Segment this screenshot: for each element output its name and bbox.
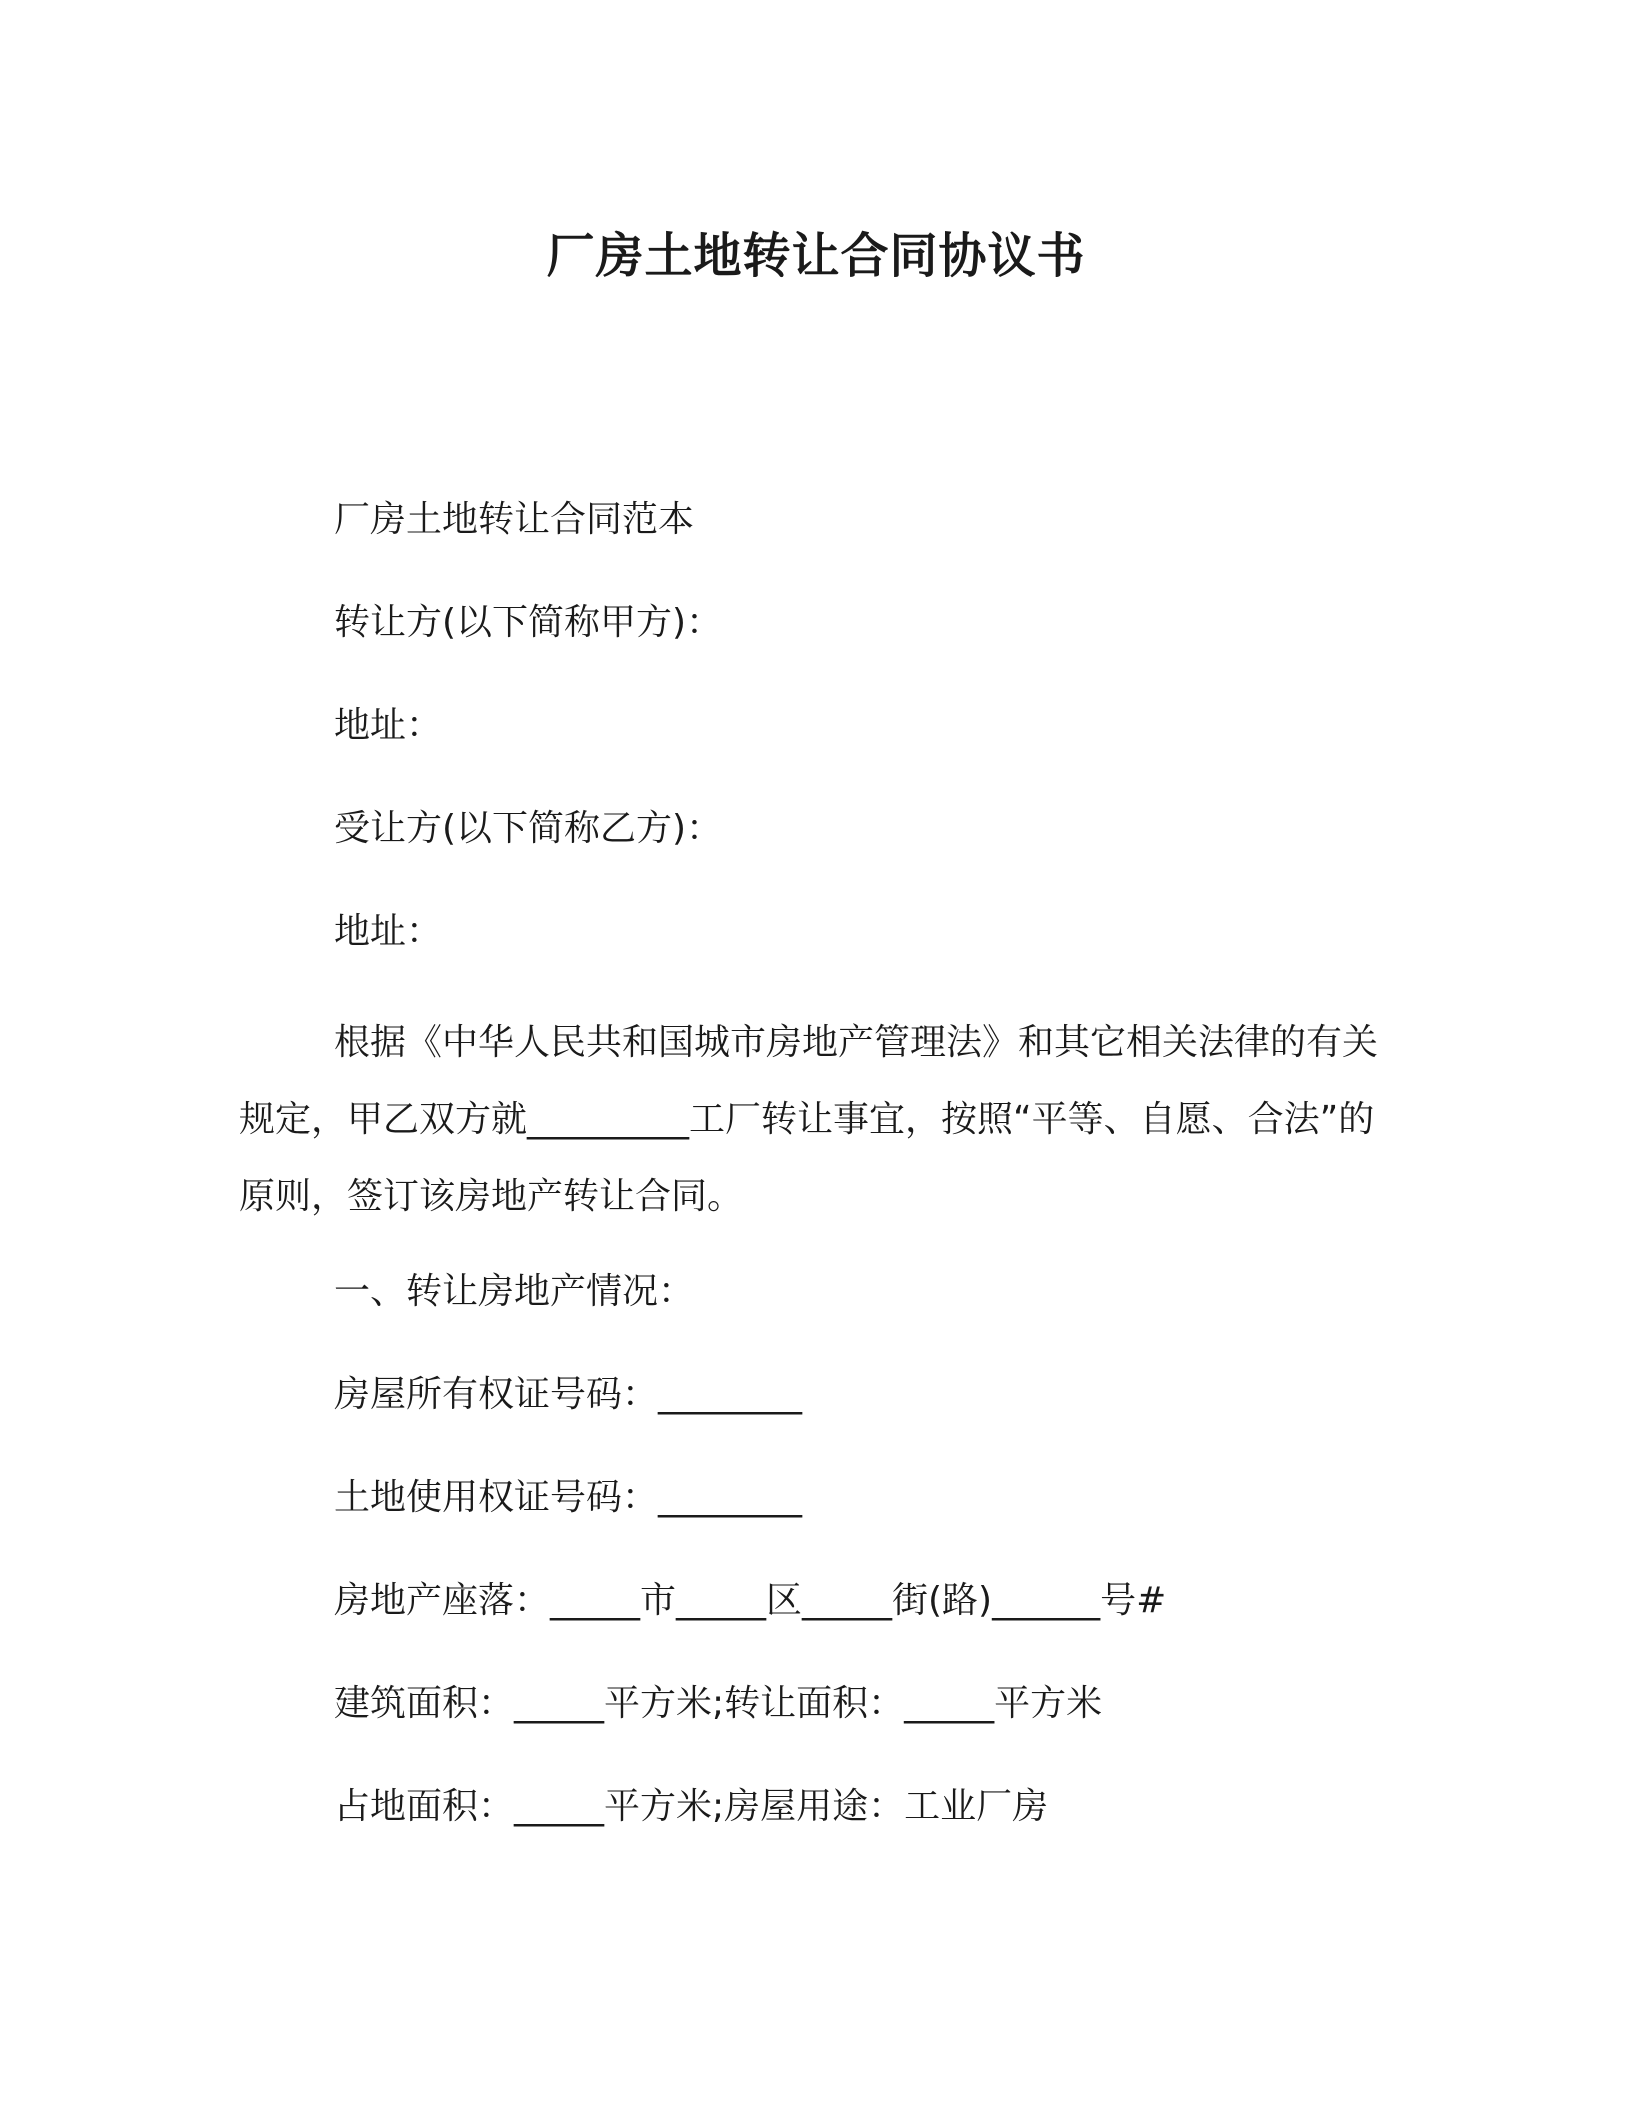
document-title: 厂房土地转让合同协议书 xyxy=(546,228,1086,284)
house-certificate-line: 房屋所有权证号码：________ xyxy=(334,1374,803,1415)
preamble-paragraph: 根据《中华人民共和国城市房地产管理法》和其它相关法律的有关规定，甲乙双方就_________工厂转让事宜，按照“平等、自愿、合法”的原则，签订该房地产转让合同。 xyxy=(239,1022,1379,1217)
building-area-line: 建筑面积：_____平方米;转让面积：_____平方米 xyxy=(334,1683,1103,1724)
transferee-label: 受让方(以下简称乙方)： xyxy=(334,808,723,849)
land-certificate-line: 土地使用权证号码：________ xyxy=(334,1477,803,1518)
section-1-heading: 一、转让房地产情况： xyxy=(334,1271,695,1312)
contract-subtitle: 厂房土地转让合同范本 xyxy=(334,499,695,540)
property-location-line: 房地产座落：_____市_____区_____街(路)______号# xyxy=(334,1580,1167,1621)
land-area-line: 占地面积：_____平方米;房屋用途：工业厂房 xyxy=(334,1786,1049,1827)
transferor-address-label: 地址： xyxy=(334,705,443,746)
transferee-address-label: 地址： xyxy=(334,911,443,952)
transferor-label: 转让方(以下简称甲方)： xyxy=(334,602,723,643)
